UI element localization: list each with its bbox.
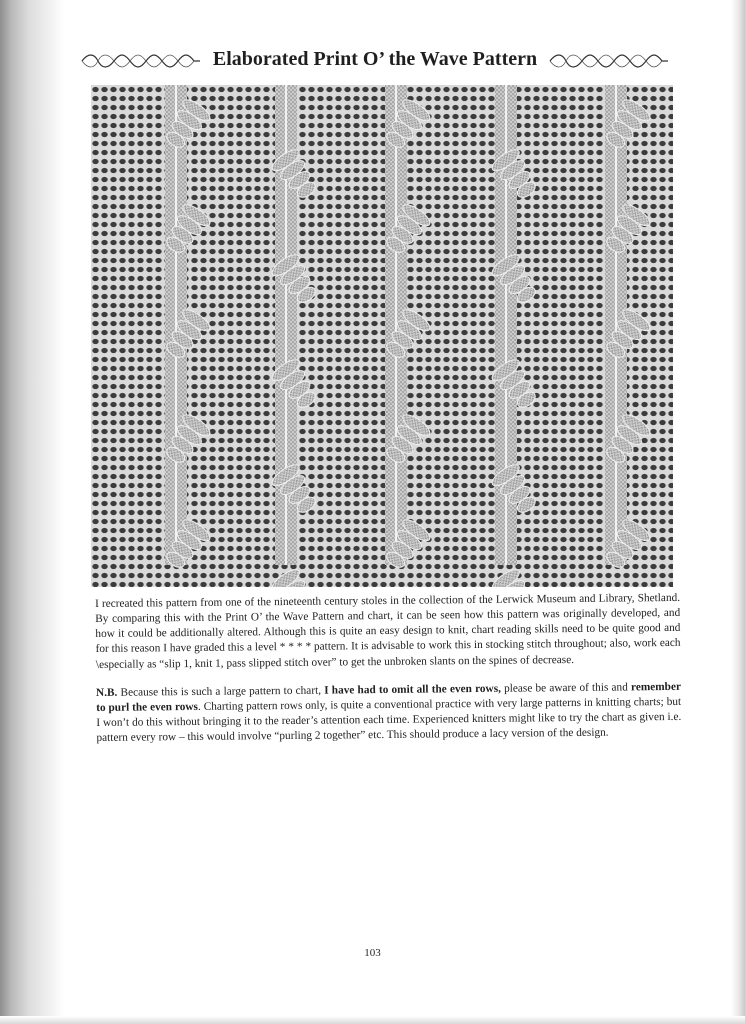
- note-text-1: Because this is such a large pattern to chart,: [120, 684, 322, 699]
- intro-text-2: pattern. It is advisable to work this in stocking stitch throughout; also, work each: [313, 636, 681, 653]
- note-paragraph: [96, 680, 682, 746]
- note-text-2: please be aware of this and: [504, 681, 628, 695]
- decrease-symbol: \: [95, 656, 100, 671]
- note-bold-2: remember to purl the even rows: [96, 680, 682, 714]
- lace-swatch-photo: [91, 85, 673, 587]
- note-bold-1: I have had to omit all the even rows,: [324, 682, 501, 697]
- page-title: Elaborated Print O’ the Wave Pattern: [212, 48, 538, 70]
- page-bottom-edge: [0, 1016, 745, 1024]
- page-edge-shadow: [731, 0, 745, 1024]
- right-scroll-ornament: [548, 50, 670, 72]
- left-scroll-ornament: [80, 50, 202, 72]
- difficulty-stars: * * * *: [279, 640, 312, 654]
- body-text: [95, 591, 682, 759]
- note-text-3: . Charting pattern rows only, is quite a conventional practice with very large patterns in knitting charts; but I won’t do this without bringing it to the reader’s attention each time. Experienced knitters might like to try the chart as given i.e. pattern every row – this would involve “purling 2 together” etc. This should produce a lacy version of the design.: [96, 695, 682, 744]
- book-spine-shadow: [0, 0, 64, 1024]
- intro-text-3: especially as “slip 1, knit 1, pass slipped stitch over” to get the unbroken slants on the spines of decrease.: [98, 653, 575, 671]
- intro-text-1: I recreated this pattern from one of the nineteenth century stoles in the collection of the Lerwick Museum and Library, Shetland. By comparing this with the Print O’ the Wave Pattern and chart, it can be seen how this pattern was originally developed, and how it could be additionally altered. Although this is quite an easy design to knit, chart reading skills need to be quite good and for this reason I have graded this a level: [95, 591, 681, 655]
- intro-paragraph: [95, 591, 681, 673]
- page-number: 103: [364, 947, 381, 959]
- nb-label: N.B.: [95, 686, 118, 699]
- page-header: [80, 44, 670, 80]
